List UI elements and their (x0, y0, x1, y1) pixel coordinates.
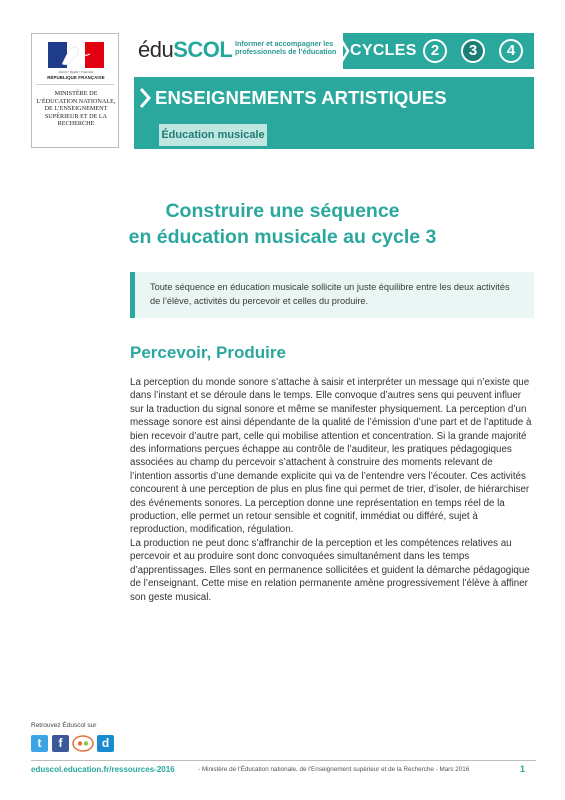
ministry-logo-block (31, 33, 119, 148)
dailymotion-icon[interactable]: d (97, 735, 114, 752)
logo-prefix: édu (138, 37, 174, 62)
cycles-label: CYCLES (350, 42, 417, 59)
cycle-4-badge[interactable]: 4 (499, 39, 523, 63)
republic-name: RÉPUBLIQUE FRANÇAISE (47, 75, 105, 80)
page-number: 1 (520, 764, 526, 774)
ministry-divider (36, 84, 114, 85)
title-line-2: en éducation musicale au cycle 3 (128, 226, 437, 248)
intro-text: Toute séquence en éducation musicale sollicite un juste équilibre entre les deux activités de l’élève, activités du percevoir et celles du produire. (150, 282, 510, 306)
republic-motto: Liberté • Égalité • Fraternité (58, 70, 94, 74)
footer-divider (31, 760, 536, 761)
cycle-3-badge[interactable]: 3 (461, 39, 485, 63)
chevron-right-icon (340, 33, 350, 69)
eduscol-logo[interactable] (138, 37, 232, 63)
document-title (80, 198, 485, 250)
footer-url-link[interactable]: eduscol.education.fr/ressources-2016 (31, 765, 175, 774)
body-paragraph-1: La perception du monde sonore s’attache à saisir et interpréter un message qui n’existe que dans l’instant et se déroule dans le temps. Elle convoque d’autres sens qui peuvent influer sur la traduction du signal sonore et même se manifester physiquement. La perception d’un message sonore est ainsi dépendante de la qualité de l’émission d’une part et de l’aptitude à bien recevoir d’autre part, celle qui mobilise attention et concentration. Si la grande majorité des informations perçues échappe au contrôle de l’auditeur, les pratiques pédagogiques associées au champ du percevoir s’attachent à construire des moments relevant de l’intention assortis d’une demande explicite qui va de l’entendre vers l’écouter. Ces activités concourent à une perception de plus en plus fine qui permet de trier, d’isoler, de hiérarchiser des événements sonores. La perception donne une représentation en temps réel de la production, elle permet un retour sensible et cognitif, immédiat ou différé, sujet à reproduction, modification, régulation. (130, 377, 532, 536)
chevron-right-icon (138, 86, 152, 110)
social-caption: Retrouvez Éduscol sur (31, 722, 97, 729)
facebook-icon[interactable]: f (52, 735, 69, 752)
eduscol-tagline: Informer et accompagner les professionnels de l’éducation (235, 39, 337, 57)
ministry-name: MINISTÈRE DE L’ÉDUCATION NATIONALE, DE L’ENSEIGNEMENT SUPÉRIEUR ET DE LA RECHERCHE (36, 90, 116, 128)
logo-suffix: SCOL (173, 37, 233, 62)
cycle-2-badge[interactable]: 2 (423, 39, 447, 63)
title-line-1: Construire une séquence (165, 200, 400, 222)
section-title: Percevoir, Produire (130, 343, 286, 362)
twitter-icon[interactable]: t (31, 735, 48, 752)
netvibes-icon[interactable] (72, 735, 94, 752)
band-title: ENSEIGNEMENTS ARTISTIQUES (155, 87, 447, 108)
body-paragraph-2: La production ne peut donc s’affranchir de la perception et les compétences relatives au percevoir et au produire sont donc convoquées simultanément dans les temps d’apprentissages. Elles sont en permanence sollicitées et guident la démarche pédagogique de l’enseignant. Cette mise en relation permanente amène progressivement l’élève à affiner son geste musical. (130, 538, 530, 603)
marianne-logo-icon (48, 42, 104, 68)
footer-credit: - Ministère de l’Éducation nationale, de l’Enseignement supérieur et de la Recherche - Mars 2016 (198, 766, 470, 773)
subject-tag: Éducation musicale (159, 124, 267, 146)
